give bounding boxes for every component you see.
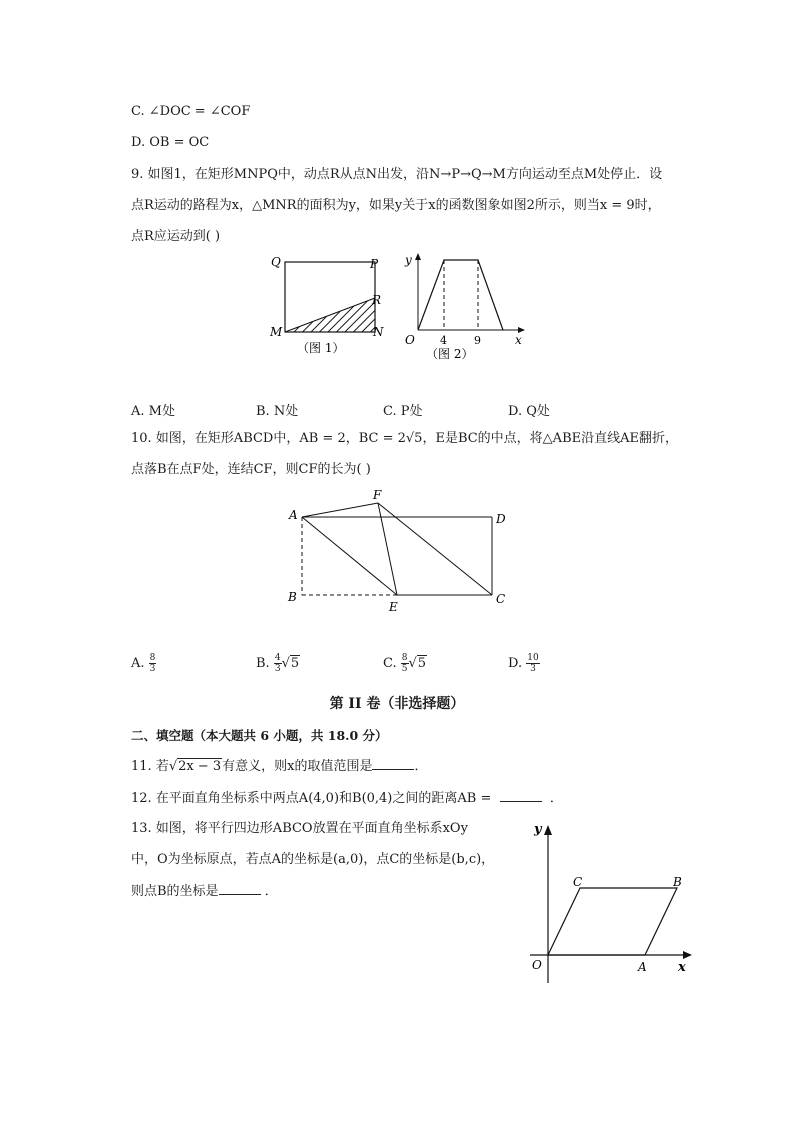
- label-q: Q: [271, 255, 281, 269]
- q11-blank[interactable]: [372, 757, 414, 770]
- q10-figure: [280, 485, 520, 615]
- q10-option-d: D. $\frac{10}{3}$: [508, 653, 539, 674]
- q9-option-d: D. Q处: [508, 404, 550, 419]
- q13-label-c: C: [573, 875, 583, 889]
- q13-line2: 中，O为坐标原点，若点A的坐标是(a,0)，点C的坐标是(b,c)，: [131, 852, 495, 867]
- label-c: C: [496, 592, 506, 606]
- segment-ae: [302, 517, 397, 595]
- q10-option-a: A. $\frac{8}{3}$: [131, 653, 156, 674]
- part2-title: 第 II 卷（非选择题）: [329, 696, 465, 712]
- q9-line2: 点R运动的路程为x，△MNR的面积为y，如果y关于x的函数图象如图2所示，则当x = 9时，: [131, 198, 661, 213]
- label-e: E: [389, 600, 398, 614]
- label-n: N: [373, 325, 384, 339]
- q13-x-arrow: [683, 951, 692, 959]
- q13-label-b: B: [673, 875, 682, 889]
- q13-line1: 13. 如图，将平行四边形ABCO放置在平面直角坐标系xOy: [131, 821, 468, 836]
- label-d: D: [496, 512, 506, 526]
- fig2-caption: （图 2）: [426, 347, 474, 361]
- label-b: B: [288, 590, 297, 604]
- q9-option-b: B. N处: [256, 404, 299, 419]
- q9-line1: 9. 如图1，在矩形MNPQ中，动点R从点N出发，沿N→P→Q→M方向运动至点M处停止．设: [131, 167, 663, 182]
- q13-figure: [520, 815, 700, 990]
- q12-blank[interactable]: [500, 789, 542, 802]
- q13-label-a: A: [638, 960, 647, 974]
- fig2-graph: [418, 260, 503, 330]
- fig2-tick-4: 4: [440, 334, 447, 347]
- q13-line3: 则点B的坐标是 ．: [131, 884, 278, 899]
- label-a: A: [289, 508, 298, 522]
- q13-x-label: x: [678, 960, 686, 975]
- q13-y-arrow: [544, 825, 552, 835]
- label-r: R: [372, 293, 382, 307]
- triangle-mnr: [285, 298, 375, 332]
- fig2-y-arrow: [415, 253, 421, 260]
- q9-option-c: C. P处: [383, 404, 423, 419]
- q10-option-b: B. $\frac{4}{3}$ √5: [256, 653, 300, 674]
- q9-figure2: [398, 250, 533, 362]
- q10-line1: 10. 如图，在矩形ABCD中，AB = 2，BC = 2√5，E是BC的中点，将△ABE沿直线AE翻折，: [131, 431, 678, 446]
- segment-af: [302, 503, 378, 517]
- fig2-x-label: x: [515, 333, 522, 347]
- fig2-tick-9: 9: [474, 334, 481, 347]
- q9-option-a: A. M处: [131, 404, 175, 419]
- q13-y-label: y: [534, 822, 542, 837]
- label-p: P: [370, 257, 379, 271]
- q12: 12. 在平面直角坐标系中两点A(4,0)和B(0,4)之间的距离AB = ．: [131, 791, 563, 806]
- q13-origin: O: [532, 958, 542, 972]
- q9-line3: 点R应运动到( ): [131, 229, 221, 244]
- q13-blank[interactable]: [219, 882, 261, 895]
- q9-figure1: [265, 250, 395, 360]
- fig2-y-label: y: [405, 253, 412, 267]
- option-d-prev: D. OB = OC: [131, 135, 210, 150]
- option-c-prev: C. ∠DOC = ∠COF: [131, 104, 251, 119]
- fig2-origin: O: [405, 333, 415, 347]
- label-m: M: [270, 325, 283, 339]
- label-f: F: [373, 488, 382, 502]
- q10-option-c: C. $\frac{8}{5}$ √5: [383, 653, 427, 674]
- q10-line2: 点落B在点F处，连结CF，则CF的长为( ): [131, 462, 371, 477]
- fig1-caption: （图 1）: [297, 341, 345, 355]
- parallelogram-abco: [548, 888, 677, 955]
- q11: 11. 若√2x − 3有意义，则x的取值范围是 ．: [131, 759, 428, 774]
- section-fill-in: 二、填空题（本大题共 6 小题，共 18.0 分）: [131, 728, 388, 743]
